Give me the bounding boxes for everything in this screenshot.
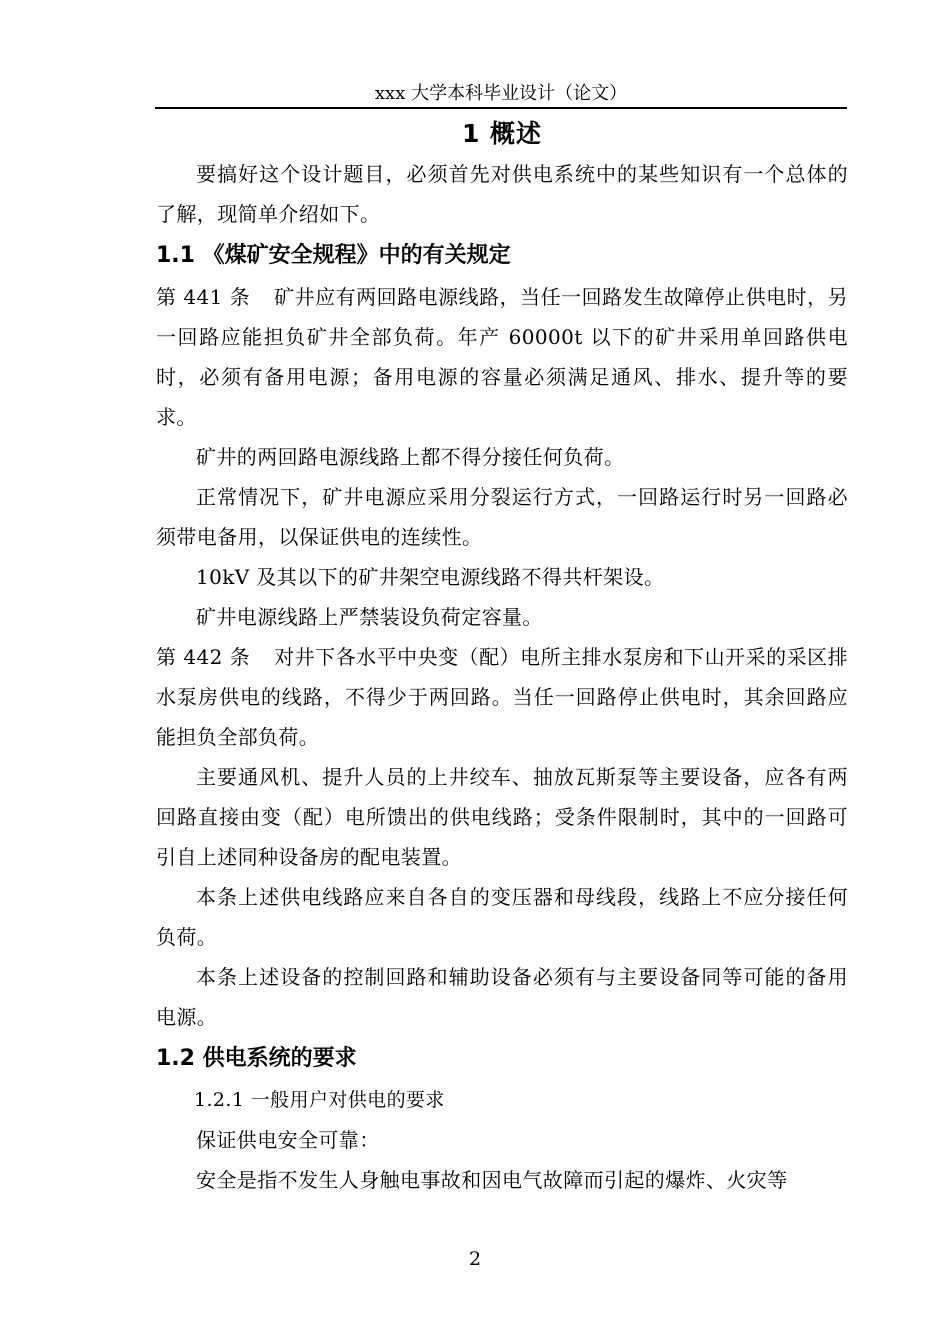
page-number: 2 bbox=[468, 1248, 482, 1270]
paragraph: 主要通风机、提升人员的上井绞车、抽放瓦斯泵等主要设备，应各有两回路直接由变（配）电所馈出的供电线路；受条件限制时，其中的一回路可引自上述同种设备房的配电装置。 bbox=[156, 765, 848, 869]
paragraph: 10kV 及其以下的矿井架空电源线路不得共杆架设。 bbox=[196, 565, 665, 589]
paragraph: 矿井的两回路电源线路上都不得分接任何负荷。 bbox=[196, 445, 625, 469]
article-441 bbox=[156, 277, 848, 437]
article-442 bbox=[156, 637, 848, 757]
paragraph: 安全是指不发生人身触电事故和因电气故障而引起的爆炸、火灾等 bbox=[196, 1168, 788, 1192]
section-heading-1-1: 1.1 《煤矿安全规程》中的有关规定 bbox=[156, 243, 511, 268]
paragraph: 矿井电源线路上严禁装设负荷定容量。 bbox=[196, 605, 543, 629]
chapter-title: 1 概述 bbox=[461, 119, 543, 148]
paragraph: 本条上述供电线路应来自各自的变压器和母线段，线路上不应分接任何负荷。 bbox=[156, 885, 848, 949]
header-rule bbox=[155, 107, 847, 109]
paragraph: 正常情况下，矿井电源应采用分裂运行方式，一回路运行时另一回路必须带电备用，以保证供电的连续性。 bbox=[156, 485, 848, 549]
article-441-text: 矿井应有两回路电源线路，当任一回路发生故障停止供电时，另一回路应能担负矿井全部负荷。年产 60000t 以下的矿井采用单回路供电时，必须有备用电源；备用电源的容量必须满足通风、排水、提升等的要求。 bbox=[156, 285, 848, 429]
article-442-text: 对井下各水平中央变（配）电所主排水泵房和下山开采的采区排水泵房供电的线路，不得少于两回路。当任一回路停止供电时，其余回路应能担负全部负荷。 bbox=[156, 645, 848, 749]
section-heading-1-2: 1.2 供电系统的要求 bbox=[156, 1046, 357, 1071]
paragraph: 保证供电安全可靠： bbox=[196, 1128, 380, 1152]
article-441-label: 第 441 条 bbox=[156, 285, 251, 309]
page-body bbox=[156, 114, 848, 1200]
paragraph: 本条上述设备的控制回路和辅助设备必须有与主要设备同等可能的备用电源。 bbox=[156, 965, 848, 1029]
page-header: xxx 大学本科毕业设计（论文） bbox=[374, 83, 628, 104]
intro-paragraph: 要搞好这个设计题目，必须首先对供电系统中的某些知识有一个总体的了解，现简单介绍如下。 bbox=[156, 162, 848, 226]
subsection-heading-1-2-1: 1.2.1 一般用户对供电的要求 bbox=[194, 1089, 445, 1111]
article-442-label: 第 442 条 bbox=[156, 645, 251, 669]
